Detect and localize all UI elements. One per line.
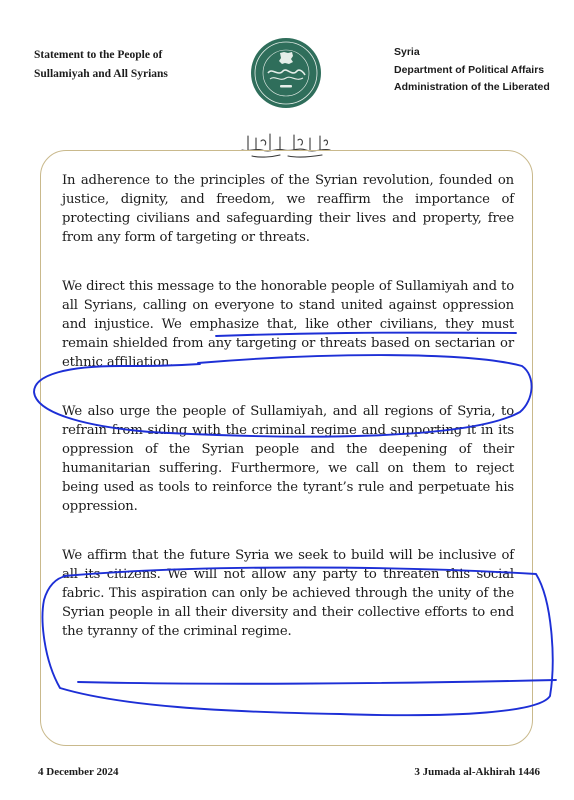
statement-body bbox=[62, 171, 514, 641]
header-right-title bbox=[394, 44, 569, 97]
date-gregorian: 4 December 2024 bbox=[38, 766, 119, 778]
header-right-line-3: Administration of the Liberated bbox=[394, 81, 550, 93]
header-left-line-2: Sullamiyah and All Syrians bbox=[34, 68, 168, 80]
paragraph-1: In adherence to the principles of the Syrian revolution, founded on justice, dignity, and freedom, we reaffirm the importance of protecting civilians and safeguarding their lives and property, free from any form of targeting or threats. bbox=[62, 173, 514, 245]
header-left-line-1: Statement to the People of bbox=[34, 49, 163, 61]
paragraph-3: We also urge the people of Sullamiyah, and all regions of Syria, to refrain from siding with the criminal regime and supporting it in its oppression of the Syrian people and the deepening of their humanitarian suffering. Furthermore, we call on them to reject being used as tools to reinforce the tyrant’s rule and perpetuate his oppression. bbox=[62, 404, 514, 514]
date-hijri: 3 Jumada al-Akhirah 1446 bbox=[414, 766, 540, 778]
header-right-line-2: Department of Political Affairs bbox=[394, 63, 545, 76]
seal-emblem-icon bbox=[250, 37, 322, 109]
paragraph-2: We direct this message to the honorable people of Sullamiyah and to all Syrians, calling on everyone to stand united against oppression and injustice. We emphasize that, like other civilians, they must remain shielded from any targeting or threats based on sectarian or ethnic affiliation. bbox=[62, 279, 514, 370]
header-left-title bbox=[34, 46, 204, 84]
paragraph-4: We affirm that the future Syria we seek to build will be inclusive of all its citizens. We will not allow any party to threaten this social fabric. This aspiration can only be achieved through the unity of the Syrian people in all their diversity and their collective efforts to end the tyranny of the criminal regime. bbox=[62, 548, 514, 639]
header-right-line-1: Syria bbox=[394, 46, 420, 58]
